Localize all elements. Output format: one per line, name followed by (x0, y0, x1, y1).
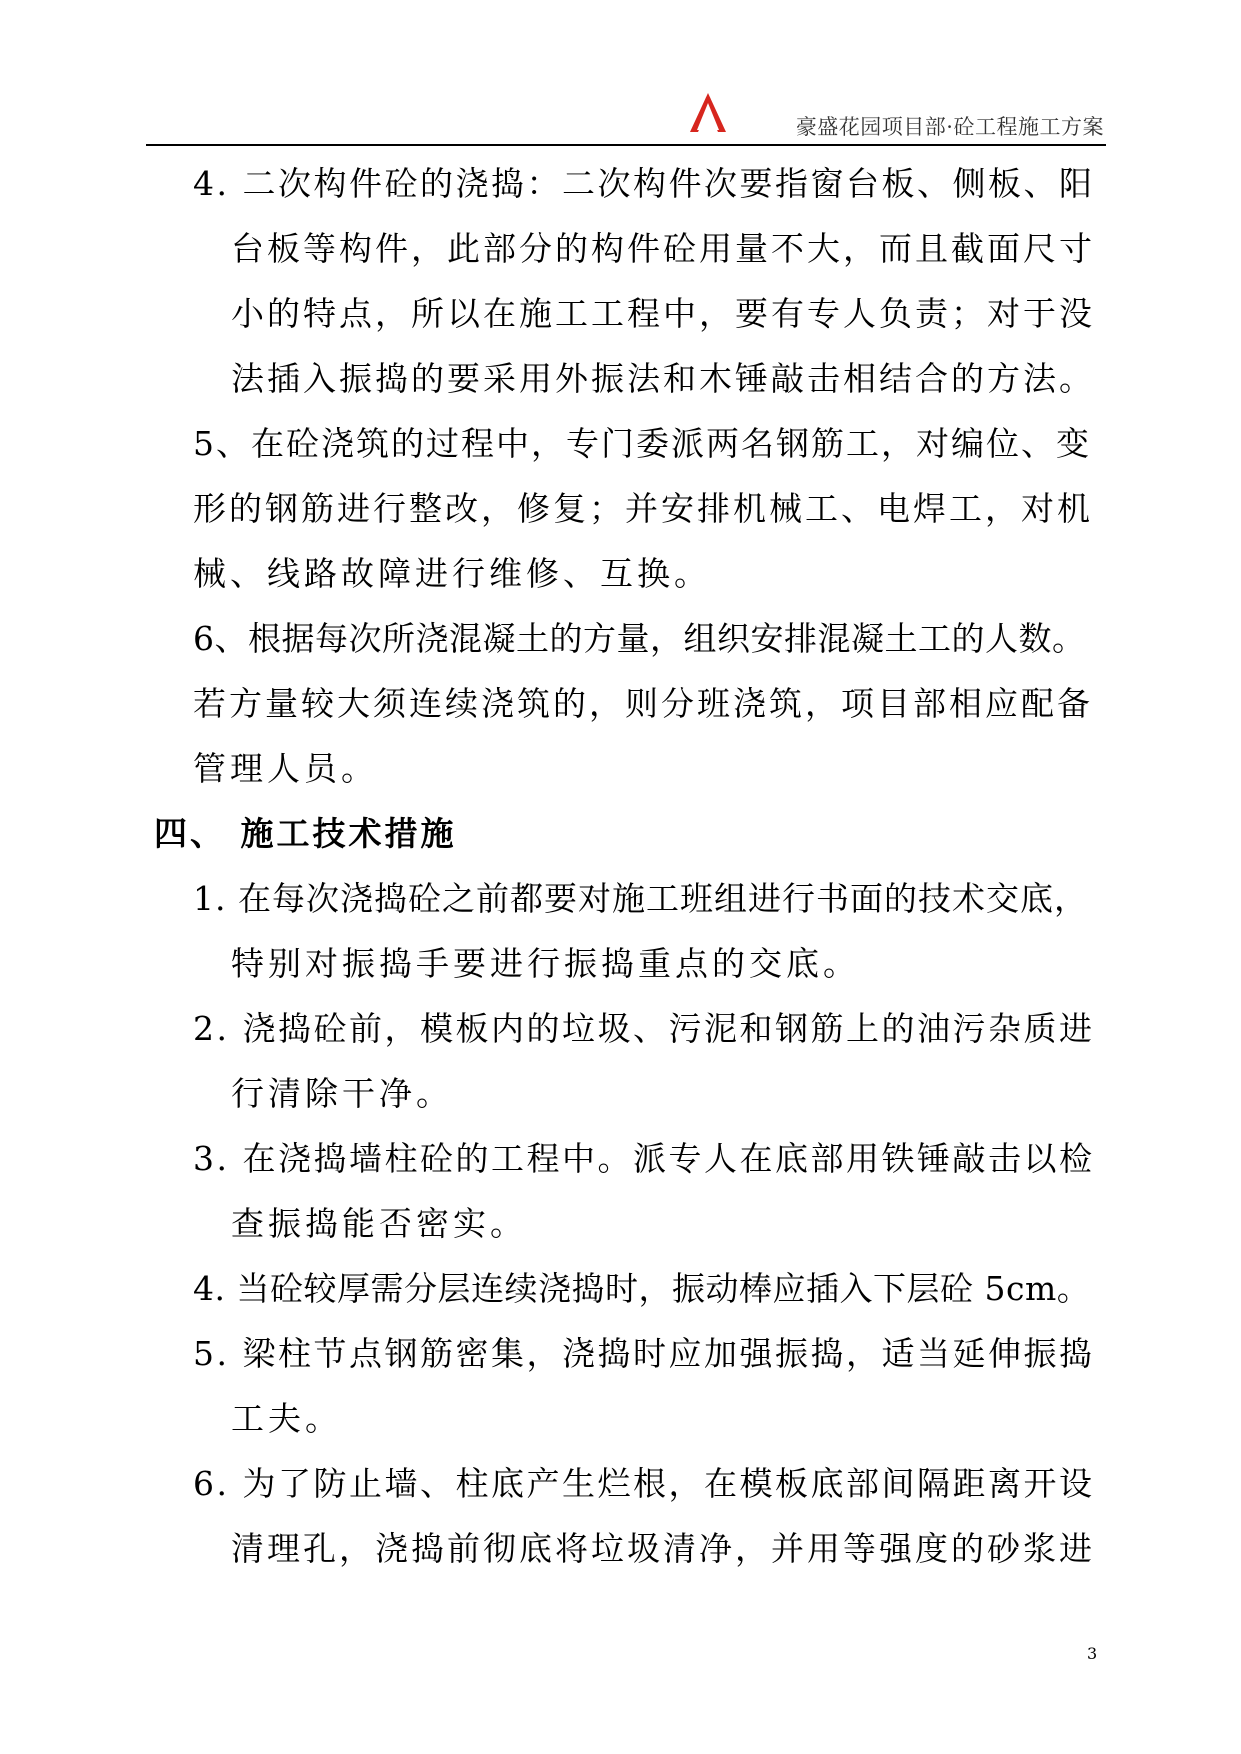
text-line: 特别对振捣手要进行振捣重点的交底。 (231, 944, 860, 983)
text-line: 6、根据每次所浇混凝土的方量，组织安排混凝土工的人数。 (193, 619, 1086, 658)
text-line: 3. 在浇捣墙柱砼的工程中。派专人在底部用铁锤敲击以检 (193, 1139, 1095, 1178)
text-line: 2. 浇捣砼前，模板内的垃圾、污泥和钢筋上的油污杂质进 (193, 1009, 1095, 1048)
section-heading: 四、 施工技术措施 (154, 814, 457, 853)
text-line: 若方量较大须连续浇筑的，则分班浇筑，项目部相应配备 (193, 684, 1093, 723)
text-line: 台板等构件，此部分的构件砼用量不大，而且截面尺寸 (231, 229, 1095, 268)
text-line: 查振捣能否密实。 (231, 1204, 527, 1243)
company-logo-icon (684, 90, 732, 136)
text-line: 管理人员。 (193, 749, 378, 788)
text-line: 清理孔，浇捣前彻底将垃圾清净，并用等强度的砂浆进 (231, 1529, 1095, 1568)
text-line: 械、线路故障进行维修、互换。 (193, 554, 711, 593)
page-header (146, 84, 1106, 146)
text-line: 5、在砼浇筑的过程中，专门委派两名钢筋工，对编位、变 (193, 424, 1091, 463)
header-title: 豪盛花园项目部·砼工程施工方案 (795, 115, 1104, 139)
text-line: 6. 为了防止墙、柱底产生烂根，在模板底部间隔距离开设 (193, 1464, 1095, 1503)
text-line: 5. 梁柱节点钢筋密集，浇捣时应加强振捣，适当延伸振捣 (193, 1334, 1095, 1373)
text-line: 形的钢筋进行整改，修复；并安排机械工、电焊工，对机 (193, 489, 1093, 528)
text-line: 1. 在每次浇捣砼之前都要对施工班组进行书面的技术交底， (193, 879, 1088, 918)
text-line: 法插入振捣的要采用外振法和木锤敲击相结合的方法。 (231, 359, 1095, 398)
text-line: 小的特点，所以在施工工程中，要有专人负责；对于没 (231, 294, 1095, 333)
text-line: 工夫。 (231, 1399, 342, 1438)
page-number: 3 (1087, 1644, 1098, 1663)
text-line: 4. 当砼较厚需分层连续浇捣时，振动棒应插入下层砼 5cm。 (193, 1269, 1091, 1308)
text-line: 行清除干净。 (231, 1074, 453, 1113)
text-line: 4. 二次构件砼的浇捣：二次构件次要指窗台板、侧板、阳 (193, 164, 1095, 203)
